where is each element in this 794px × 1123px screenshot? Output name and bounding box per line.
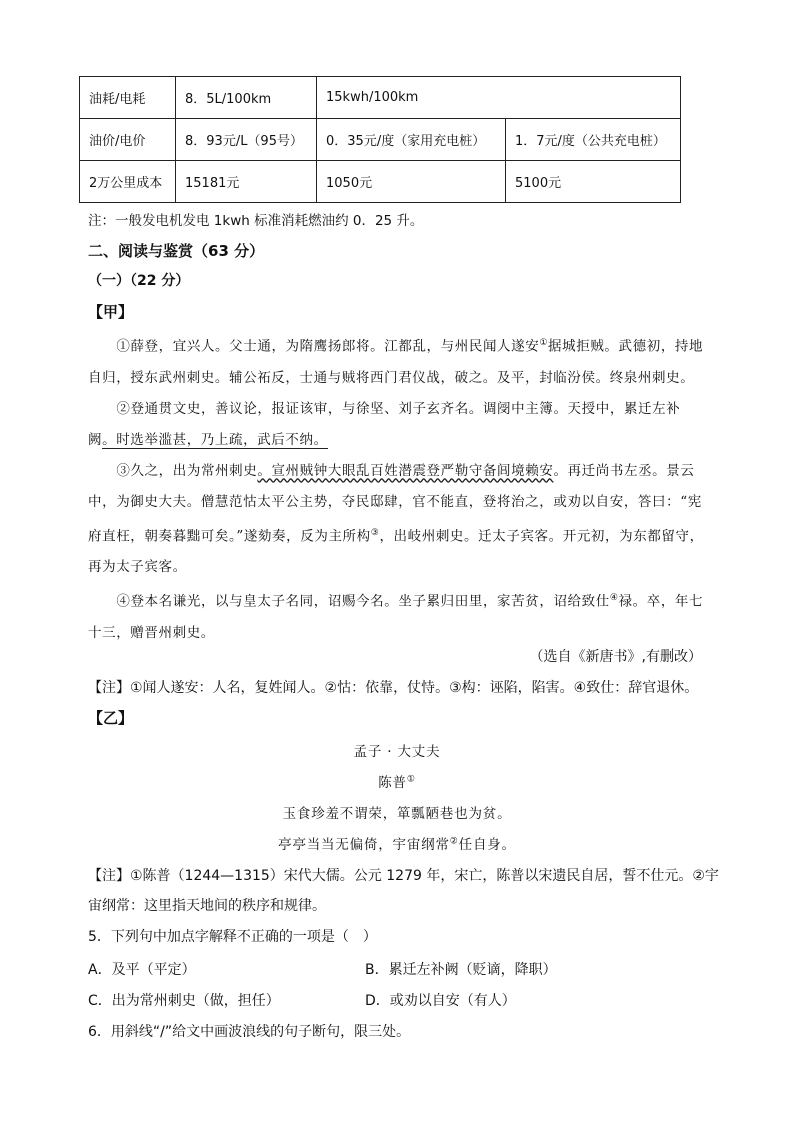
paragraph-3 [88,456,708,584]
note-mark: ① [406,774,416,785]
text: 。再迁尚书左丞。景云中，为御史大夫。僧慧范怙太平公主势，夺民邸肆，官不能直，登将治之， [88,462,695,510]
section-title: 二、阅读与鉴赏（63 分） [88,242,265,260]
text: ③久之， [116,462,173,479]
note-mark: ① [539,338,549,348]
table-cell: 油耗/电耗 [80,77,176,119]
poem-line-1: 玉食珍羞不谓荣，箪瓢陋巷也为贫。 [282,806,512,822]
poem-title: 孟子 · 大丈夫 [353,744,441,760]
passage-jia [88,328,708,649]
table-cell: 8．93元/L（95号） [176,119,317,161]
dotted-phrase: 出为常州刺史 [172,462,258,479]
table-row [80,77,681,119]
table-note: 注：一般发电机发电 1kwh 标准消耗燃油约 0．25 升。 [88,213,424,229]
option-a[interactable]: A．及平（平定） [88,962,196,978]
note-yi-2: 宙纲常：这里指天地间的秩序和规律。 [88,898,326,914]
option-b[interactable]: B．累迁左补阙（贬谪，降职） [365,962,557,978]
table-cell: 1050元 [317,161,506,203]
table-cell: 5100元 [506,161,681,203]
text: ④登本名谦光，以与皇太子名同，诏赐今名。坐子累归田里，家苦贫，诏给致仕 [116,593,610,610]
paragraph-1 [88,328,708,394]
note-yi-1: 【注】①陈普（1244—1315）宋代大儒。公元 1279 年，宋亡，陈普以宋遗民自居，誓不仕元。②宇 [88,868,719,884]
table-cell: 15181元 [176,161,317,203]
table-cell: 0．35元/度（家用充电桩） [317,119,506,161]
note-jia: 【注】①闻人遂安：人名，复姓闻人。②怙：依靠，仗恃。③构：诬陷，陷害。④致仕：辞官退休。 [88,680,699,696]
table-cell: 2万公里成本 [80,161,176,203]
text: ②登通贯文史，善议论，报证该审，与徐坚、刘子玄齐名。调阌中主簿。天授中， [116,400,624,417]
table-row [80,119,681,161]
table-cell: 1．7元/度（公共充电桩） [506,119,681,161]
text: ，答曰：“宪府直枉，朝奏暮黜可矣。”遂劾奏，反为主所构 [88,493,702,544]
author-name: 陈普 [378,775,407,791]
question-6: 6．用斜线“/”给文中画波浪线的句子断句，限三处。 [88,1024,411,1040]
underlined-sentence: 。时选举滥甚，乃上疏，武后不纳。 [102,431,328,448]
table-cell: 15kwh/100km [317,77,681,119]
table-row [80,161,681,203]
poem-line-2 [0,833,794,853]
jia-label: 【甲】 [88,303,134,321]
dotted-phrase: 累迁左补阙 [88,400,681,448]
text: ①薛登，宜兴人。父士通，为隋鹰扬郎将。江都乱，与州民闻人遂安 [116,338,540,355]
paragraph-4 [88,583,708,649]
paragraph-2 [88,394,708,456]
text: 据城拒贼。武德初，持地自归，授东武州刺史。辅公祏反，士通与贼将西门君仪战，破之。及平，封临汾侯。终泉州刺史。 [88,338,704,386]
table-cell: 油价/电价 [80,119,176,161]
part-title: （一）（22 分） [88,273,190,289]
source-citation: （选自《新唐书》,有删改） [529,649,702,665]
note-mark: ④ [609,593,619,603]
dotted-phrase: 或劝以自安 [553,493,624,510]
yi-label: 【乙】 [88,709,134,727]
note-mark: ② [449,836,459,847]
table-cell: 8．5L/100km [176,77,317,119]
question-5: 5．下列句中加点字解释不正确的一项是（ ） [88,929,377,945]
poem-author [0,771,794,791]
option-d[interactable]: D．或劝以自安（有人） [365,993,516,1009]
note-mark: ③ [370,527,380,538]
text: 亭亭当当无偏倚，宇宙纲常 [278,837,450,853]
text: 禄。卒，年七十三，赠晋州刺史。 [88,593,704,641]
text: 任自身。 [458,837,516,853]
text: ，出岐州刺史。迁太子宾客。开元初，为东都留守，再为太子宾客。 [88,528,704,575]
option-c[interactable]: C．出为常州刺史（做，担任） [88,993,280,1009]
wavy-sentence: 。宣州贼钟大眼乱百姓潜震登严勒守备闾境赖安 [257,462,554,479]
cost-comparison-table [79,76,681,203]
